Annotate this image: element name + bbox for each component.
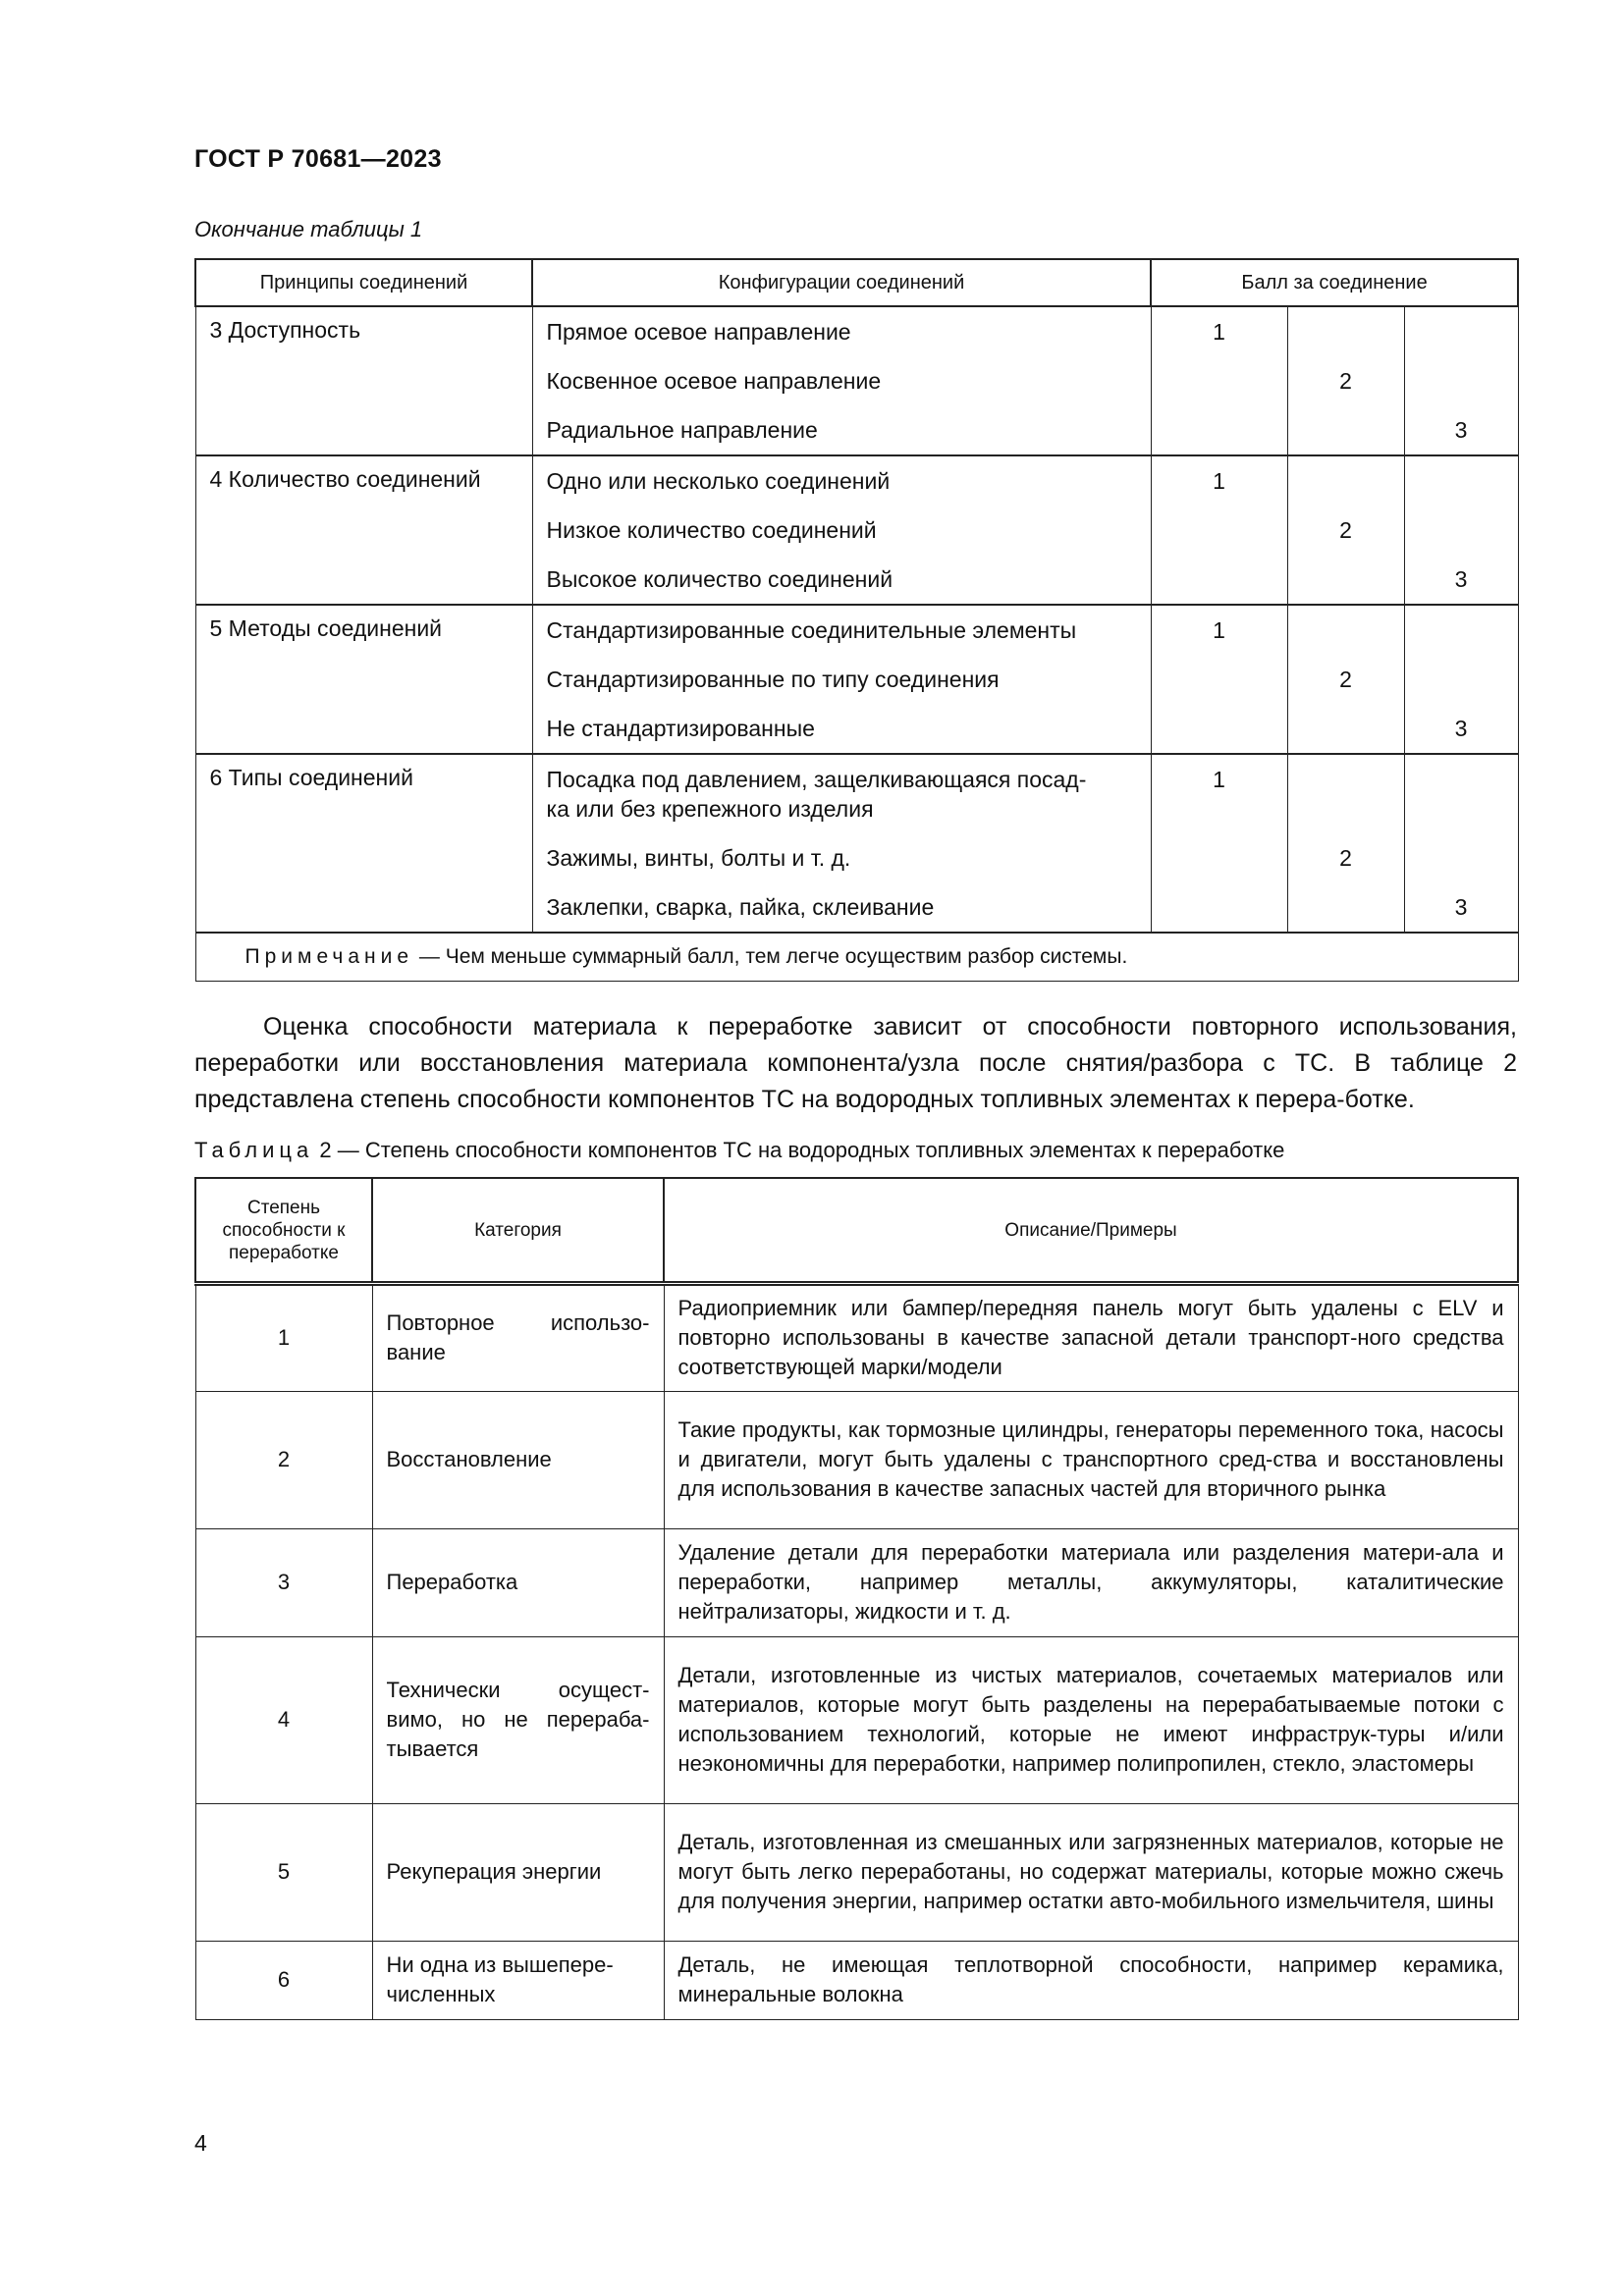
category-cell: Ни одна из вышепере-численных (372, 1942, 664, 2020)
config-item-line: Посадка под давлением, защелкивающаяся посад- (546, 767, 1087, 792)
degree-cell: 3 (195, 1529, 372, 1637)
degree-cell: 2 (195, 1392, 372, 1529)
table1-row (195, 306, 1518, 455)
table2-row (195, 1637, 1518, 1804)
score-cell-3 (1404, 754, 1518, 933)
table1-row (195, 605, 1518, 754)
config-cell (532, 306, 1151, 455)
table2-row (195, 1284, 1518, 1392)
degree-cell: 4 (195, 1637, 372, 1804)
config-item: Высокое количество соединений (546, 566, 893, 592)
description-cell: Удаление детали для переработки материала или разделения матери-ала и переработки, например металлы, аккумуляторы, каталитические нейтрализаторы, жидкости и т. д. (664, 1529, 1518, 1637)
table2-caption-text: 2 — Степень способности компонентов ТС на водородных топливных элементах к переработке (313, 1138, 1285, 1162)
score-value: 3 (1454, 417, 1468, 443)
config-item: Не стандартизированные (546, 716, 815, 741)
config-item (533, 755, 1151, 833)
table1-caption: Окончание таблицы 1 (194, 217, 423, 241)
table1-header-score: Балл за соединение (1151, 259, 1518, 306)
table2-header-row (195, 1178, 1518, 1284)
table1-header-principles: Принципы соединений (195, 259, 532, 306)
config-item: Стандартизированные соединительные элементы (546, 617, 1077, 643)
principle-cell: 6 Типы соединений (195, 754, 532, 933)
table1 (194, 258, 1519, 982)
config-item: Заклепки, сварка, пайка, склеивание (546, 894, 935, 920)
description-cell: Радиоприемник или бампер/передняя панель могут быть удалены с ELV и повторно использованы в качестве запасной детали транспорт-ного средства соответствующей марки/модели (664, 1284, 1518, 1392)
score-cell-1 (1151, 306, 1287, 455)
score-value: 1 (1213, 319, 1225, 345)
degree-cell: 1 (195, 1284, 372, 1392)
score-value: 1 (1213, 617, 1225, 643)
score-value: 3 (1454, 566, 1468, 592)
page-number: 4 (194, 2130, 207, 2156)
score-value: 2 (1339, 368, 1352, 394)
config-cell (532, 754, 1151, 933)
score-cell-3 (1404, 306, 1518, 455)
score-cell-2 (1287, 605, 1404, 754)
category-cell: Рекуперация энергии (372, 1804, 664, 1942)
table1-row (195, 455, 1518, 605)
config-item: Низкое количество соединений (546, 517, 877, 543)
table2-row (195, 1942, 1518, 2020)
principle-cell: 5 Методы соединений (195, 605, 532, 754)
category-cell: Технически осущест-вимо, но не перераба-тывается (372, 1637, 664, 1804)
table1-note (195, 933, 1518, 982)
table2-header-degree: Степень способности к переработке (195, 1178, 372, 1284)
table2-header-description: Описание/Примеры (664, 1178, 1518, 1284)
table2-row (195, 1529, 1518, 1637)
config-item-line: ка или без крепежного изделия (546, 796, 874, 822)
description-cell: Детали, изготовленные из чистых материалов, сочетаемых материалов или материалов, которые могут быть разделены на перерабатываемые потоки с использованием технологий, которые не имеют инфраструк-туры и/или неэкономичны для переработки, например полипропилен, стекло, эластомеры (664, 1637, 1518, 1804)
body-paragraph: Оценка способности материала к переработке зависит от способности повторного использования, переработки или восстановления материала компонента/узла после снятия/разбора с ТС. В таблице 2 представлена степень способности компонентов ТС на водородных топливных элементах к перера-ботке. (194, 1013, 1517, 1113)
table1-header-configurations: Конфигурации соединений (532, 259, 1151, 306)
score-cell-1 (1151, 605, 1287, 754)
description-cell: Такие продукты, как тормозные цилиндры, генераторы переменного тока, насосы и двигатели, могут быть удалены с транспортного сред-ства и восстановлены для использования в качестве запасных частей для вторичного рынка (664, 1392, 1518, 1529)
table1-row (195, 754, 1518, 933)
table2 (194, 1177, 1519, 2020)
score-value: 2 (1339, 517, 1352, 543)
note-label: Примечание (244, 945, 414, 968)
score-cell-3 (1404, 455, 1518, 605)
table2-header-category: Категория (372, 1178, 664, 1284)
score-cell-3 (1404, 605, 1518, 754)
config-cell (532, 455, 1151, 605)
principle-cell: 4 Количество соединений (195, 455, 532, 605)
score-cell-1 (1151, 754, 1287, 933)
config-item: Радиальное направление (546, 417, 818, 443)
score-cell-2 (1287, 306, 1404, 455)
config-item: Стандартизированные по типу соединения (546, 667, 1000, 692)
degree-cell: 6 (195, 1942, 372, 2020)
description-cell: Деталь, не имеющая теплотворной способности, например керамика, минеральные волокна (664, 1942, 1518, 2020)
score-value: 3 (1454, 716, 1468, 741)
table2-row (195, 1804, 1518, 1942)
table2-caption (194, 1138, 1517, 1163)
document-page (194, 145, 1517, 2020)
config-item: Прямое осевое направление (546, 319, 851, 345)
config-item: Одно или несколько соединений (546, 468, 891, 494)
table1-header-row (195, 259, 1518, 306)
category-cell: Восстановление (372, 1392, 664, 1529)
score-value: 1 (1213, 767, 1225, 792)
config-cell (532, 605, 1151, 754)
config-item: Зажимы, винты, болты и т. д. (546, 845, 851, 871)
config-item: Косвенное осевое направление (546, 368, 882, 394)
document-header: ГОСТ Р 70681—2023 (194, 145, 442, 173)
principle-cell: 3 Доступность (195, 306, 532, 455)
score-value: 2 (1339, 845, 1352, 871)
score-value: 3 (1454, 894, 1468, 920)
table1-note-row (195, 933, 1518, 982)
score-value: 2 (1339, 667, 1352, 692)
score-cell-1 (1151, 455, 1287, 605)
score-cell-2 (1287, 455, 1404, 605)
score-cell-2 (1287, 754, 1404, 933)
description-cell: Деталь, изготовленная из смешанных или загрязненных материалов, которые не могут быть легко переработаны, но содержат материалы, которые можно сжечь для получения энергии, например остатки авто-мобильного измельчителя, шины (664, 1804, 1518, 1942)
category-cell: Переработка (372, 1529, 664, 1637)
degree-cell: 5 (195, 1804, 372, 1942)
score-value: 1 (1213, 468, 1225, 494)
table2-row (195, 1392, 1518, 1529)
category-cell: Повторное использо-вание (372, 1284, 664, 1392)
note-text: — Чем меньше суммарный балл, тем легче осуществим разбор системы. (413, 945, 1128, 968)
table2-caption-label: Таблица (194, 1138, 314, 1162)
